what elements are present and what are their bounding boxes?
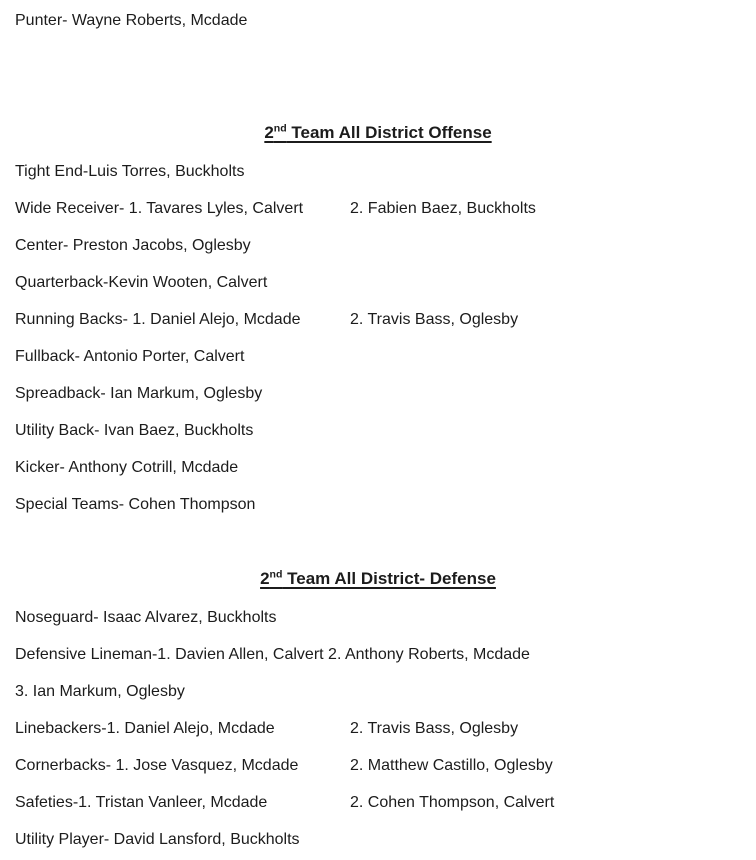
roster-row [15, 235, 741, 257]
section-heading [15, 122, 741, 144]
second-player-entry: 2. Cohen Thompson, Calvert [350, 794, 555, 811]
heading-title: Team All District Offense [286, 123, 492, 142]
second-player-entry: 2. Travis Bass, Oglesby [350, 311, 519, 328]
second-player-entry: 2. Fabien Baez, Buckholts [350, 200, 536, 217]
roster-row [15, 644, 741, 666]
sections [15, 122, 741, 851]
position-entry: Center- Preston Jacobs, Oglesby [15, 237, 251, 254]
heading-title: Team All District- Defense [282, 569, 496, 588]
roster-row [15, 755, 741, 777]
position-entry: Kicker- Anthony Cotrill, Mcdade [15, 459, 239, 476]
heading-number: 2 [264, 123, 274, 142]
position-entry: Special Teams- Cohen Thompson [15, 496, 256, 513]
roster-row [15, 420, 741, 442]
position-entry: Defensive Lineman-1. Davien Allen, Calvert 2. Anthony Roberts, Mcdade [15, 646, 530, 663]
roster-row [15, 718, 741, 740]
roster-row [15, 272, 741, 294]
roster-row [15, 198, 741, 220]
top-paragraph: Punter- Wayne Roberts, Mcdade [15, 12, 248, 29]
roster-row [15, 792, 741, 814]
position-entry: 3. Ian Markum, Oglesby [15, 683, 185, 700]
section-rows [15, 161, 741, 516]
roster-row [15, 383, 741, 405]
roster-section [15, 122, 741, 516]
position-entry: Spreadback- Ian Markum, Oglesby [15, 385, 263, 402]
position-entry: Safeties-1. Tristan Vanleer, Mcdade [15, 794, 268, 811]
roster-row [15, 346, 741, 368]
second-player-entry: 2. Travis Bass, Oglesby [350, 720, 519, 737]
position-entry: Quarterback-Kevin Wooten, Calvert [15, 274, 268, 291]
roster-section [15, 568, 741, 851]
position-entry: Utility Back- Ivan Baez, Buckholts [15, 422, 254, 439]
heading-number: 2 [260, 569, 270, 588]
section-rows [15, 607, 741, 851]
roster-row [15, 494, 741, 516]
position-entry: Cornerbacks- 1. Jose Vasquez, Mcdade [15, 757, 299, 774]
ordinal-superscript: nd [269, 568, 283, 581]
roster-row [15, 161, 741, 183]
section-heading [15, 568, 741, 590]
roster-row [15, 309, 741, 331]
roster-row [15, 681, 741, 703]
position-entry: Linebackers-1. Daniel Alejo, Mcdade [15, 720, 275, 737]
roster-row [15, 457, 741, 479]
position-entry: Utility Player- David Lansford, Buckholts [15, 831, 300, 848]
second-player-entry: 2. Matthew Castillo, Oglesby [350, 757, 553, 774]
position-entry: Noseguard- Isaac Alvarez, Buckholts [15, 609, 277, 626]
position-entry: Wide Receiver- 1. Tavares Lyles, Calvert [15, 200, 304, 217]
position-entry: Tight End-Luis Torres, Buckholts [15, 163, 245, 180]
ordinal-superscript: nd [273, 122, 287, 135]
position-entry: Fullback- Antonio Porter, Calvert [15, 348, 245, 365]
roster-row [15, 829, 741, 851]
roster-row [15, 607, 741, 629]
position-entry: Running Backs- 1. Daniel Alejo, Mcdade [15, 311, 301, 328]
